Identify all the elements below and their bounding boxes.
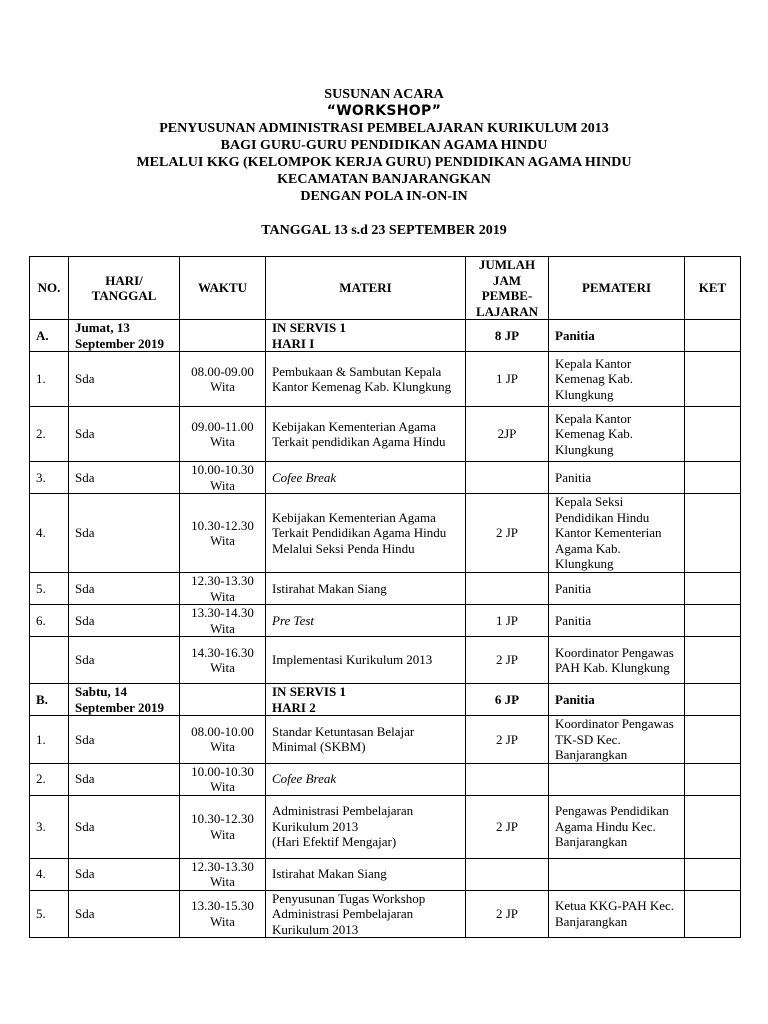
cell-pemateri: Kepala Kantor Kemenag Kab. Klungkung: [549, 352, 685, 407]
date-line: TANGGAL 13 s.d 23 SEPTEMBER 2019: [261, 223, 507, 238]
cell-hari: Sda: [69, 763, 180, 795]
cell-waktu: 12.30-13.30 Wita: [180, 858, 266, 890]
table-row: [30, 890, 741, 938]
cell-pemateri: Koordinator Pengawas TK-SD Kec. Banjarangkan: [549, 716, 685, 764]
cell-hari: Sabtu, 14 September 2019: [69, 684, 180, 716]
cell-materi: Cofee Break: [266, 462, 466, 494]
title-line-1: SUSUNAN ACARA: [324, 87, 444, 102]
title-line-7: DENGAN POLA IN-ON-IN: [300, 189, 468, 204]
cell-jp: 8 JP: [466, 320, 549, 352]
table-row: [30, 637, 741, 684]
cell-ket: [685, 573, 741, 605]
cell-hari: Sda: [69, 858, 180, 890]
cell-materi: Standar Ketuntasan Belajar Minimal (SKBM): [266, 716, 466, 764]
header-waktu: WAKTU: [180, 257, 266, 320]
header-no: NO.: [30, 257, 69, 320]
cell-jp: [466, 763, 549, 795]
table-row: [30, 684, 741, 716]
cell-materi: Pembukaan & Sambutan Kepala Kantor Kemenag Kab. Klungkung: [266, 352, 466, 407]
cell-ket: [685, 637, 741, 684]
cell-ket: [685, 684, 741, 716]
cell-no: A.: [30, 320, 69, 352]
table-row: [30, 573, 741, 605]
cell-no: 2.: [30, 407, 69, 462]
cell-hari: Sda: [69, 795, 180, 858]
cell-pemateri: [549, 763, 685, 795]
table-row: [30, 858, 741, 890]
cell-waktu: 12.30-13.30 Wita: [180, 573, 266, 605]
cell-hari: Sda: [69, 573, 180, 605]
cell-no: 3.: [30, 462, 69, 494]
table-row: [30, 407, 741, 462]
table-row: [30, 763, 741, 795]
cell-materi: Kebijakan Kementerian Agama Terkait Pendidikan Agama Hindu Melalui Seksi Penda Hindu: [266, 494, 466, 573]
cell-no: 1.: [30, 716, 69, 764]
cell-hari: Sda: [69, 352, 180, 407]
cell-jp: 2 JP: [466, 890, 549, 938]
cell-waktu: [180, 684, 266, 716]
cell-hari: Sda: [69, 462, 180, 494]
title-line-4: BAGI GURU-GURU PENDIDIKAN AGAMA HINDU: [220, 138, 548, 153]
cell-no: B.: [30, 684, 69, 716]
cell-waktu: 08.00-09.00 Wita: [180, 352, 266, 407]
cell-no: [30, 637, 69, 684]
materi-line: IN SERVIS 1: [272, 684, 346, 699]
title-line-5: MELALUI KKG (KELOMPOK KERJA GURU) PENDIDIKAN AGAMA HINDU: [136, 155, 632, 170]
cell-jp: 2 JP: [466, 494, 549, 573]
cell-pemateri: Pengawas Pendidikan Agama Hindu Kec. Banjarangkan: [549, 795, 685, 858]
cell-jp: 2JP: [466, 407, 549, 462]
header-jumlah: JUMLAH JAM PEMBE-LAJARAN: [466, 257, 549, 320]
cell-materi: Pre Test: [266, 605, 466, 637]
materi-line: (Hari Efektif Mengajar): [272, 834, 397, 850]
cell-materi: Implementasi Kurikulum 2013: [266, 637, 466, 684]
materi-line: IN SERVIS 1: [272, 320, 346, 335]
cell-no: 4.: [30, 858, 69, 890]
cell-no: 2.: [30, 763, 69, 795]
cell-materi: [266, 684, 466, 716]
schedule-table: [29, 256, 741, 938]
cell-pemateri: Panitia: [549, 684, 685, 716]
cell-ket: [685, 494, 741, 573]
cell-waktu: 10.00-10.30 Wita: [180, 462, 266, 494]
cell-materi: Kebijakan Kementerian Agama Terkait pendidikan Agama Hindu: [266, 407, 466, 462]
title-line-3: PENYUSUNAN ADMINISTRASI PEMBELAJARAN KURIKULUM 2013: [159, 121, 609, 136]
cell-materi: [266, 320, 466, 352]
cell-ket: [685, 320, 741, 352]
table-row: [30, 462, 741, 494]
cell-no: 6.: [30, 605, 69, 637]
cell-jp: 2 JP: [466, 716, 549, 764]
cell-ket: [685, 605, 741, 637]
cell-ket: [685, 890, 741, 938]
cell-hari: Sda: [69, 716, 180, 764]
cell-no: 5.: [30, 890, 69, 938]
cell-waktu: 10.30-12.30 Wita: [180, 494, 266, 573]
materi-line: HARI I: [272, 335, 315, 351]
header-pemateri: PEMATERI: [549, 257, 685, 320]
cell-hari: Sda: [69, 637, 180, 684]
table-row: [30, 494, 741, 573]
cell-no: 4.: [30, 494, 69, 573]
cell-pemateri: Kepala Kantor Kemenag Kab. Klungkung: [549, 407, 685, 462]
header-materi: MATERI: [266, 257, 466, 320]
cell-jp: [466, 462, 549, 494]
cell-ket: [685, 763, 741, 795]
cell-hari: Sda: [69, 890, 180, 938]
table-row: [30, 605, 741, 637]
table-header-row: [30, 257, 741, 320]
table-row: [30, 320, 741, 352]
cell-pemateri: [549, 858, 685, 890]
title-line-6: KECAMATAN BANJARANGKAN: [277, 172, 491, 187]
cell-ket: [685, 795, 741, 858]
cell-waktu: 10.00-10.30 Wita: [180, 763, 266, 795]
title-workshop: “WORKSHOP”: [326, 103, 442, 119]
cell-no: 3.: [30, 795, 69, 858]
cell-hari: Jumat, 13 September 2019: [69, 320, 180, 352]
cell-no: 1.: [30, 352, 69, 407]
cell-waktu: 13.30-14.30 Wita: [180, 605, 266, 637]
cell-pemateri: Panitia: [549, 320, 685, 352]
cell-hari: Sda: [69, 605, 180, 637]
materi-line: HARI 2: [272, 699, 316, 715]
table-row: [30, 795, 741, 858]
cell-pemateri: Panitia: [549, 462, 685, 494]
cell-hari: Sda: [69, 494, 180, 573]
cell-hari: Sda: [69, 407, 180, 462]
cell-pemateri: Ketua KKG-PAH Kec. Banjarangkan: [549, 890, 685, 938]
cell-waktu: 10.30-12.30 Wita: [180, 795, 266, 858]
cell-waktu: 13.30-15.30 Wita: [180, 890, 266, 938]
materi-line: Administrasi Pembelajaran Kurikulum 2013: [272, 803, 414, 834]
cell-ket: [685, 716, 741, 764]
cell-pemateri: Panitia: [549, 605, 685, 637]
cell-jp: 1 JP: [466, 605, 549, 637]
cell-waktu: 08.00-10.00 Wita: [180, 716, 266, 764]
table-row: [30, 716, 741, 764]
cell-jp: [466, 858, 549, 890]
cell-ket: [685, 858, 741, 890]
cell-materi: Penyusunan Tugas Workshop Administrasi Pembelajaran Kurikulum 2013: [266, 890, 466, 938]
cell-waktu: 09.00-11.00 Wita: [180, 407, 266, 462]
cell-ket: [685, 407, 741, 462]
cell-jp: 2 JP: [466, 795, 549, 858]
table-row: [30, 352, 741, 407]
cell-ket: [685, 462, 741, 494]
cell-materi: Cofee Break: [266, 763, 466, 795]
header-hari: HARI/ TANGGAL: [69, 257, 180, 320]
cell-ket: [685, 352, 741, 407]
cell-waktu: [180, 320, 266, 352]
header-ket: KET: [685, 257, 741, 320]
cell-jp: 1 JP: [466, 352, 549, 407]
cell-pemateri: Koordinator Pengawas PAH Kab. Klungkung: [549, 637, 685, 684]
cell-materi: Istirahat Makan Siang: [266, 858, 466, 890]
cell-jp: [466, 573, 549, 605]
cell-jp: 6 JP: [466, 684, 549, 716]
cell-materi: [266, 795, 466, 858]
cell-pemateri: Panitia: [549, 573, 685, 605]
cell-materi: Istirahat Makan Siang: [266, 573, 466, 605]
cell-no: 5.: [30, 573, 69, 605]
cell-jp: 2 JP: [466, 637, 549, 684]
cell-waktu: 14.30-16.30 Wita: [180, 637, 266, 684]
cell-pemateri: Kepala Seksi Pendidikan Hindu Kantor Kementerian Agama Kab. Klungkung: [549, 494, 685, 573]
document-header: [0, 86, 768, 239]
